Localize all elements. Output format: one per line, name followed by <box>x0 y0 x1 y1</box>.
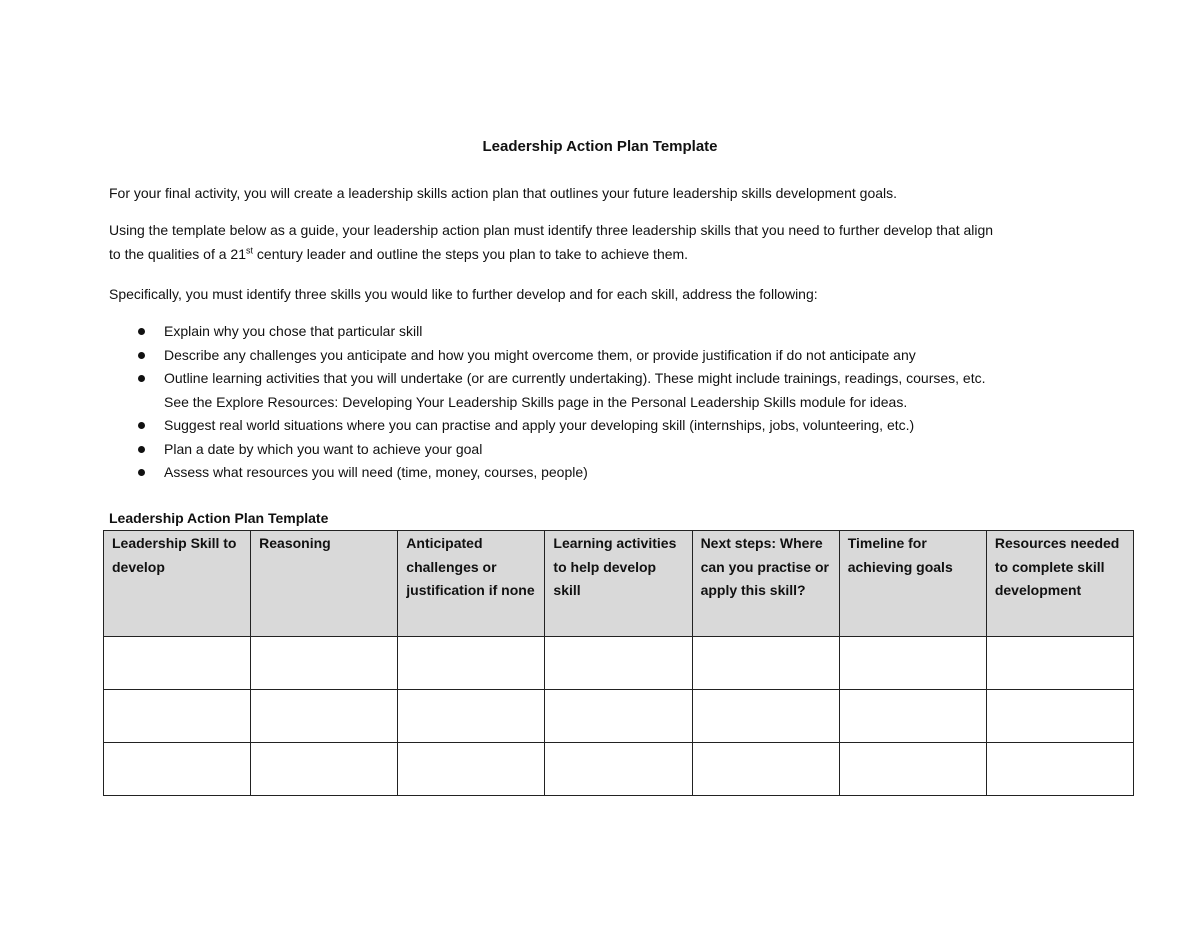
instructions-line-2-end: century leader and outline the steps you plan to take to achieve them. <box>253 245 689 262</box>
list-item <box>135 320 1135 344</box>
table-cell[interactable] <box>398 637 545 690</box>
table-cell[interactable] <box>251 743 398 796</box>
bullet-icon <box>138 446 145 453</box>
header-label: Learning activities to help develop skill <box>553 535 677 598</box>
instructions-line-2-start: to the qualities of a 21 <box>109 245 246 262</box>
table-caption: Leadership Action Plan Template <box>109 510 329 526</box>
document-title: Leadership Action Plan Template <box>482 138 718 155</box>
list-item-text: Plan a date by which you want to achieve your goal <box>164 440 483 457</box>
header-cell-resources <box>986 531 1133 637</box>
requirements-list <box>135 320 1135 485</box>
table-cell[interactable] <box>986 690 1133 743</box>
table-cell[interactable] <box>251 690 398 743</box>
bullet-icon <box>138 352 145 359</box>
table-cell[interactable] <box>839 690 986 743</box>
table-row <box>104 690 1134 743</box>
list-item <box>135 367 1135 414</box>
list-item-continuation: See the Explore Resources: Developing Your Leadership Skills page in the Personal Leadership Skills module for ideas. <box>164 393 908 410</box>
table-cell[interactable] <box>986 637 1133 690</box>
header-cell-skill <box>104 531 251 637</box>
table-cell[interactable] <box>398 743 545 796</box>
table-cell[interactable] <box>692 690 839 743</box>
header-label: Next steps: Where can you practise or apply this skill? <box>700 535 829 598</box>
table-cell[interactable] <box>545 690 692 743</box>
list-item-text: Assess what resources you will need (time, money, courses, people) <box>164 464 588 480</box>
table-cell[interactable] <box>104 637 251 690</box>
specifics-paragraph: Specifically, you must identify three skills you would like to further develop and for each skill, address the following: <box>109 286 818 302</box>
instructions-paragraph <box>109 219 1099 266</box>
table-header-row <box>104 531 1134 637</box>
header-label: Leadership Skill to develop <box>112 535 237 575</box>
list-item-text: Describe any challenges you anticipate and how you might overcome them, or provide justification if do not anticipate any <box>164 346 916 363</box>
table-row <box>104 637 1134 690</box>
list-item-text: Outline learning activities that you will undertake (or are currently undertaking). These might include trainings, readings, courses, etc. <box>164 370 986 386</box>
instructions-line-1: Using the template below as a guide, your leadership action plan must identify three leadership skills that you need to further develop that align <box>109 222 994 238</box>
table-cell[interactable] <box>545 637 692 690</box>
bullet-icon <box>138 375 145 382</box>
list-item <box>135 414 1135 438</box>
ordinal-suffix: st <box>246 244 254 255</box>
table-cell[interactable] <box>104 690 251 743</box>
list-item <box>135 438 1135 462</box>
header-cell-timeline <box>839 531 986 637</box>
table-cell[interactable] <box>251 637 398 690</box>
header-cell-learning <box>545 531 692 637</box>
bullet-icon <box>138 469 145 476</box>
table-cell[interactable] <box>692 637 839 690</box>
table-cell[interactable] <box>398 690 545 743</box>
header-cell-challenges <box>398 531 545 637</box>
table-cell[interactable] <box>692 743 839 796</box>
table-cell[interactable] <box>839 743 986 796</box>
header-label: Reasoning <box>259 535 331 551</box>
list-item-text: Suggest real world situations where you can practise and apply your developing skill (internships, jobs, volunteering, etc.) <box>164 417 915 433</box>
bullet-icon <box>138 422 145 429</box>
list-item <box>135 461 1135 485</box>
header-label: Resources needed to complete skill development <box>994 535 1120 598</box>
action-plan-table <box>103 530 1134 796</box>
header-label: Timeline for achieving goals <box>847 535 953 575</box>
header-cell-reasoning <box>251 531 398 637</box>
bullet-icon <box>138 328 145 335</box>
header-label: Anticipated challenges or justification if none <box>406 535 535 598</box>
table-cell[interactable] <box>986 743 1133 796</box>
table-cell[interactable] <box>839 637 986 690</box>
table-row <box>104 743 1134 796</box>
intro-paragraph: For your final activity, you will create a leadership skills action plan that outlines your future leadership skills development goals. <box>109 185 898 201</box>
list-item-text: Explain why you chose that particular skill <box>164 323 423 339</box>
table-cell[interactable] <box>545 743 692 796</box>
header-cell-next-steps <box>692 531 839 637</box>
list-item <box>135 344 1135 368</box>
table-cell[interactable] <box>104 743 251 796</box>
